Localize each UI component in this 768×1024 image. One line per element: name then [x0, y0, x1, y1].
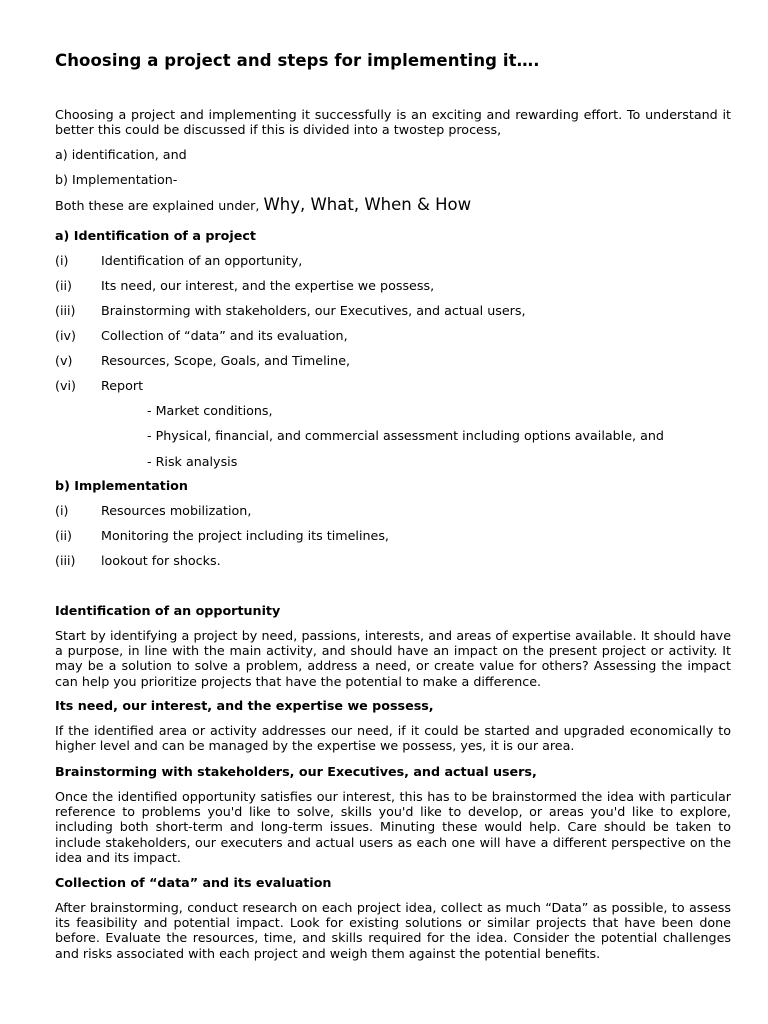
list-item-number: (ii)	[55, 278, 72, 293]
list-item-number: (iii)	[55, 553, 76, 568]
section-heading: Brainstorming with stakeholders, our Executives, and actual users,	[55, 764, 537, 779]
list-item-text: Resources mobilization,	[101, 503, 252, 518]
list-item-number: (vi)	[55, 378, 76, 393]
report-item: - Risk analysis	[147, 454, 238, 469]
list-item-text: Collection of “data” and its evaluation,	[101, 328, 348, 343]
intro-paragraph: Choosing a project and implementing it successfully is an exciting and rewarding effort. To understand it better this could be discussed if this is divided into a twostep process,	[55, 107, 731, 138]
report-item: - Market conditions,	[147, 403, 273, 418]
section-body: If the identified area or activity addresses our need, if it could be started and upgraded economically to higher level and can be managed by the expertise we possess, yes, it is our area.	[55, 723, 731, 754]
list-item-text: Identification of an opportunity,	[101, 253, 303, 268]
section-body: After brainstorming, conduct research on each project idea, collect as much “Data” as possible, to assess its feasibility and potential impact. Look for existing solutions or similar projects that have been done before. Evaluate the resources, time, and skills required for the idea. Consider the potential challenges and risks associated with each project and weigh them against the potential benefits.	[55, 900, 731, 961]
list-item-number: (v)	[55, 353, 73, 368]
list-item-number: (i)	[55, 503, 69, 518]
intro-line-b: b) Implementation-	[55, 172, 178, 187]
report-item: - Physical, financial, and commercial assessment including options available, and	[147, 428, 664, 443]
list-item-text: lookout for shocks.	[101, 553, 221, 568]
list-item-number: (ii)	[55, 528, 72, 543]
identification-heading: a) Identification of a project	[55, 228, 256, 243]
list-item-text: Monitoring the project including its timelines,	[101, 528, 389, 543]
section-heading: Identification of an opportunity	[55, 603, 281, 618]
list-item-text: Report	[101, 378, 144, 393]
list-item-number: (i)	[55, 253, 69, 268]
section-body: Start by identifying a project by need, passions, interests, and areas of expertise available. It should have a purpose, in line with the main activity, and should have an impact on the present project or activity. It may be a solution to solve a problem, address a need, or create value for others? Assessing the impact can help you prioritize projects that have the potential to make a difference.	[55, 628, 731, 689]
list-item-number: (iii)	[55, 303, 76, 318]
explained-prefix: Both these are explained under,	[55, 198, 264, 213]
list-item-text: Resources, Scope, Goals, and Timeline,	[101, 353, 351, 368]
section-heading: Collection of “data” and its evaluation	[55, 875, 332, 890]
section-body: Once the identified opportunity satisfies our interest, this has to be brainstormed the idea with particular reference to problems you'd like to solve, skills you'd like to develop, or areas you'd like to explore, including both short-term and long-term issues. Minuting these would help. Care should be taken to include stakeholders, our executers and actual users as each one will have a different perspective on the idea and its impact.	[55, 789, 731, 865]
explained-emphasis: Why, What, When & How	[263, 195, 472, 214]
list-item-text: Its need, our interest, and the expertise we possess,	[101, 278, 435, 293]
implementation-heading: b) Implementation	[55, 478, 188, 493]
explained-line	[55, 197, 471, 213]
section-heading: Its need, our interest, and the expertise we possess,	[55, 698, 434, 713]
list-item-text: Brainstorming with stakeholders, our Executives, and actual users,	[101, 303, 526, 318]
list-item-number: (iv)	[55, 328, 76, 343]
document-title: Choosing a project and steps for implementing it….	[55, 51, 540, 70]
intro-line-a: a) identification, and	[55, 147, 187, 162]
